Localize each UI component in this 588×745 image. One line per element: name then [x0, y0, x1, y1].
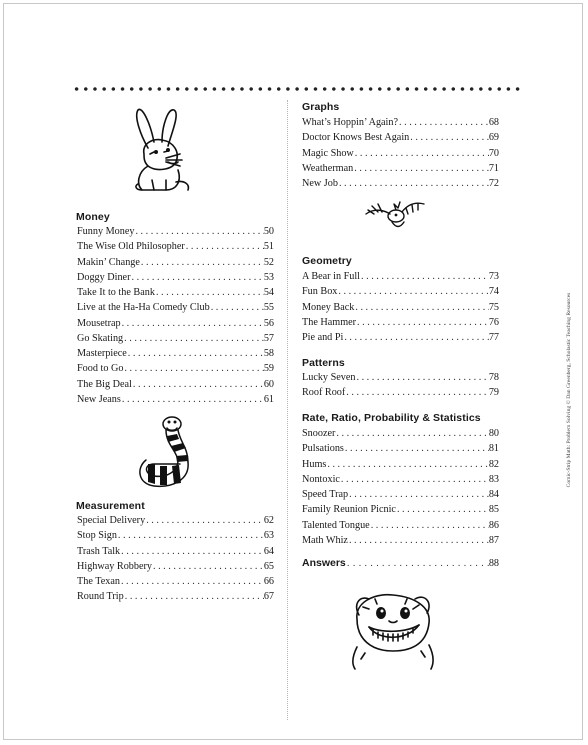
toc-entry: New Jeans . . . 61	[77, 394, 274, 409]
section-title-measurement: Measurement	[76, 500, 145, 512]
toc-graphs	[302, 117, 499, 193]
toc-entry: The Texan . . . 66	[77, 576, 274, 591]
toc-entry: The Big Deal . . . 60	[77, 379, 274, 394]
toc-entry: What’s Hoppin’ Again? . . . 68	[302, 117, 499, 132]
section-title-money: Money	[76, 211, 110, 223]
toc-entry: Fun Box . . . 74	[302, 286, 499, 301]
toc-entry: Doctor Knows Best Again . . . 69	[302, 132, 499, 147]
toc-entry: Trash Talk . . . 64	[77, 546, 274, 561]
toc-entry: Round Trip . . . 67	[77, 591, 274, 606]
section-title-answers: Answers	[302, 557, 346, 569]
toc-entry: Money Back . . . 75	[302, 302, 499, 317]
section-title-geometry: Geometry	[302, 255, 352, 267]
toc-entry: Weatherman . . . 71	[302, 163, 499, 178]
section-title-rate-ratio-probability-statistics: Rate, Ratio, Probability & Statistics	[302, 412, 481, 424]
toc-entry: Nontoxic . . . 83	[302, 474, 499, 489]
toc-entry: Live at the Ha-Ha Comedy Club . . . 55	[77, 302, 274, 317]
toc-entry: Mousetrap . . . 56	[77, 318, 274, 333]
toc-rate-ratio-probability-statistics	[302, 428, 499, 550]
grinning-creature-illustration	[345, 589, 441, 671]
bird-illustration	[362, 196, 428, 234]
toc-money	[77, 226, 274, 409]
toc-entry-answers: Answers . . . 88	[302, 557, 499, 572]
toc-entry: Food to Go . . . 59	[77, 363, 274, 378]
toc-entry: Go Skating . . . 57	[77, 333, 274, 348]
dotted-rule	[72, 86, 520, 92]
toc-entry: Take It to the Bank . . . 54	[77, 287, 274, 302]
toc-patterns	[302, 372, 499, 403]
toc-entry: Pie and Pi . . . 77	[302, 332, 499, 347]
column-divider	[287, 100, 288, 720]
toc-entry: Pulsations . . . 81	[302, 443, 499, 458]
toc-entry: Snoozer . . . 80	[302, 428, 499, 443]
section-title-graphs: Graphs	[302, 101, 340, 113]
toc-entry: Magic Show . . . 70	[302, 148, 499, 163]
toc-entry: New Job . . . 72	[302, 178, 499, 193]
toc-entry: Highway Robbery . . . 65	[77, 561, 274, 576]
toc-entry: Lucky Seven . . . 78	[302, 372, 499, 387]
toc-entry: The Hammer . . . 76	[302, 317, 499, 332]
rabbit-illustration	[126, 104, 206, 199]
toc-entry: Makin’ Change . . . 52	[77, 257, 274, 272]
toc-entry: Talented Tongue . . . 86	[302, 520, 499, 535]
toc-entry: Doggy Diner . . . 53	[77, 272, 274, 287]
snake-illustration	[136, 414, 202, 492]
toc-entry: Stop Sign . . . 63	[77, 530, 274, 545]
toc-entry: Special Delivery . . . 62	[77, 515, 274, 530]
toc-answers	[302, 557, 499, 572]
toc-entry: The Wise Old Philosopher . . . 51	[77, 241, 274, 256]
toc-geometry	[302, 271, 499, 347]
toc-entry: Roof Roof . . . 79	[302, 387, 499, 402]
toc-entry: Masterpiece . . . 58	[77, 348, 274, 363]
toc-entry: Hums . . . 82	[302, 459, 499, 474]
toc-entry: Math Whiz . . . 87	[302, 535, 499, 550]
toc-entry: Speed Trap . . . 84	[302, 489, 499, 504]
toc-entry: Funny Money . . . 50	[77, 226, 274, 241]
toc-entry: A Bear in Full . . . 73	[302, 271, 499, 286]
toc-measurement	[77, 515, 274, 607]
section-title-patterns: Patterns	[302, 357, 345, 369]
toc-entry: Family Reunion Picnic . . . 85	[302, 504, 499, 519]
